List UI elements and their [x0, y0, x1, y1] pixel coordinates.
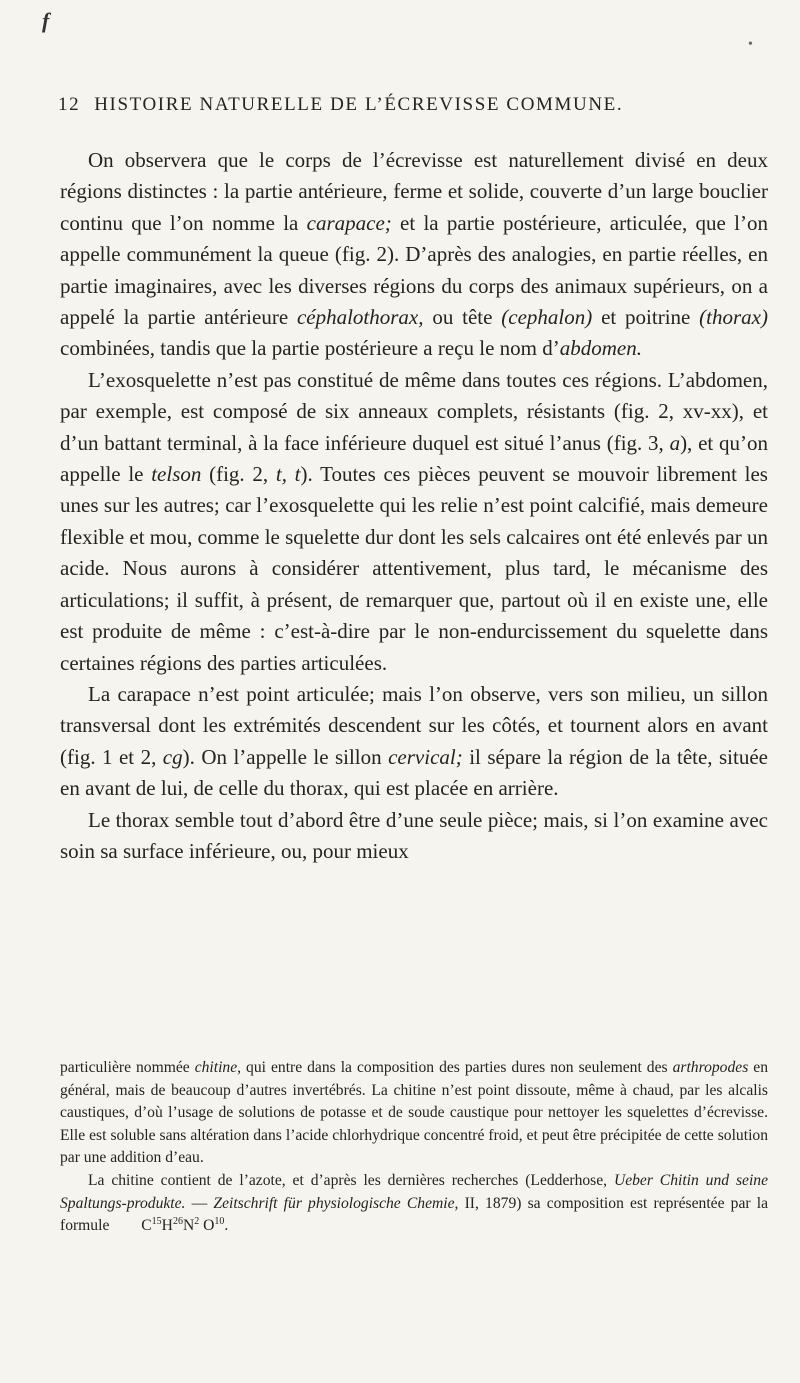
element-count: 26 [172, 1216, 183, 1228]
text-run: On observera que le corps de l’écrevisse est naturellement divisé en deux régions distinctes : la partie antérieure, ferme et solide, couverte d’un large bouclier continu que l’on nomme la [60, 148, 768, 235]
paragraph-4 [60, 805, 768, 868]
running-header [58, 93, 768, 117]
paragraph-3 [60, 679, 768, 805]
element-symbol: H [161, 1217, 173, 1235]
italic-term: (cephalon) [501, 305, 593, 330]
text-run: et poitrine [592, 305, 700, 330]
text-run: L’exosquelette n’est pas constitué de même dans toutes ces régions. L’abdomen, par exemple, est composé de six anneaux complets, résistants (fig. 2, xv-xx), et d’un battant terminal, à la face inférieure duquel est situé l’anus (fig. 3, [60, 367, 768, 455]
ink-dot: • [748, 37, 753, 52]
chemical-formula [113, 1215, 228, 1238]
italic-citation: Ueber Chitin und seine Spaltungs-produkte. [60, 1171, 768, 1212]
italic-term: arthropodes [672, 1059, 749, 1076]
text-run: il sépare la région de la tête, située en avant de lui, de celle du thorax, qui est placée en arrière. [60, 744, 768, 801]
text-run: qui entre dans la composition des parties dures non seulement des [241, 1059, 673, 1076]
italic-citation: Zeitschrift für physiologische Chemie, [213, 1194, 459, 1212]
italic-term: chitine, [194, 1059, 242, 1076]
text-run: Le thorax semble tout d’abord être d’une seule pièce; mais, si l’on examine avec soin sa surface inférieure, ou, pour mieux [60, 807, 768, 863]
italic-term: a [669, 430, 681, 455]
running-title: HISTOIRE NATURELLE DE L’ÉCREVISSE COMMUNE. [94, 94, 624, 115]
paragraph-2 [60, 365, 768, 679]
text-run: en général, mais de beaucoup d’autres invertébrés. La chitine n’est point dissoute, même à chaud, par les alcalis caustiques, d’où l’usage de solutions de potasse et de soude caustique pour nettoyer les squelettes d’écrevisse. Elle est soluble sans altération dans l’acide chlorhydrique concentré froid, et peut être précipitée de cette solution par une addition d’eau. [60, 1059, 768, 1167]
text-run: et la partie postérieure, articulée, que l’on appelle communément la queue (fig. 2). D’après des analogies, en partie réelles, en partie imaginaires, avec les diverses régions du corps des animaux supérieurs, on a appelé la partie antérieure [60, 210, 768, 330]
text-run: ). Toutes ces pièces peuvent se mouvoir librement les unes sur les autres; car l’exosquelette qui les relie n’est point calcifié, mais demeure flexible et mou, comme le squelette dur dont les sels calcaires ont été enlevés par un acide. Nous aurons à considérer attentivement, plus tard, le mécanisme des articulations; il suffit, à présent, de remarquer que, partout où il en existe une, elle est produite de même : c’est-à-dire par le non-endurcissement du squelette dans certaines régions des parties articulées. [60, 462, 768, 675]
text-run: ), et qu’on appelle le [60, 430, 768, 487]
italic-term: céphalothorax, [296, 305, 424, 330]
printer-mark: f [42, 8, 50, 33]
element-symbol: N [182, 1217, 195, 1235]
element-count: 10 [214, 1216, 225, 1228]
italic-term: cervical; [388, 744, 463, 769]
text-run: ou tête [423, 305, 502, 330]
italic-term: telson [151, 462, 202, 487]
italic-term: abdomen. [559, 336, 642, 361]
element-count: 15 [151, 1216, 162, 1228]
element-count: 2 [194, 1216, 200, 1228]
text-run: particulière nommée [60, 1059, 195, 1076]
text-run: — [185, 1194, 214, 1212]
paragraph-1 [60, 145, 768, 365]
formula-end: . [224, 1217, 229, 1235]
text-run: ). On l’appelle le sillon [182, 744, 389, 769]
footnote-paragraph [60, 1170, 768, 1238]
element-symbol: C [141, 1217, 152, 1235]
text-run: La carapace n’est point articulée; mais l’on observe, vers son milieu, un sillon transversal dont les extrémités descendent sur les côtés, et tournent alors en avant (fig. 1 et 2, [60, 681, 768, 769]
main-text [60, 145, 768, 867]
italic-term: carapace; [306, 210, 392, 235]
italic-term: t, t [275, 462, 301, 487]
text-run: (fig. 2, [201, 462, 276, 487]
text-run: II, 1879) sa composition est représentée par la formule [60, 1194, 769, 1235]
footnotes [60, 1057, 768, 1238]
footnote-continued [60, 1057, 768, 1170]
italic-term: (thorax) [699, 305, 768, 330]
page-number: 12 [58, 94, 81, 115]
text-run: La chitine contient de l’azote, et d’après les dernières recherches (Ledderhose, [88, 1171, 614, 1189]
italic-term: cg [162, 744, 183, 769]
text-run: combinées, tandis que la partie postérieure a reçu le nom d’ [60, 336, 560, 361]
element-symbol: O [203, 1217, 215, 1235]
